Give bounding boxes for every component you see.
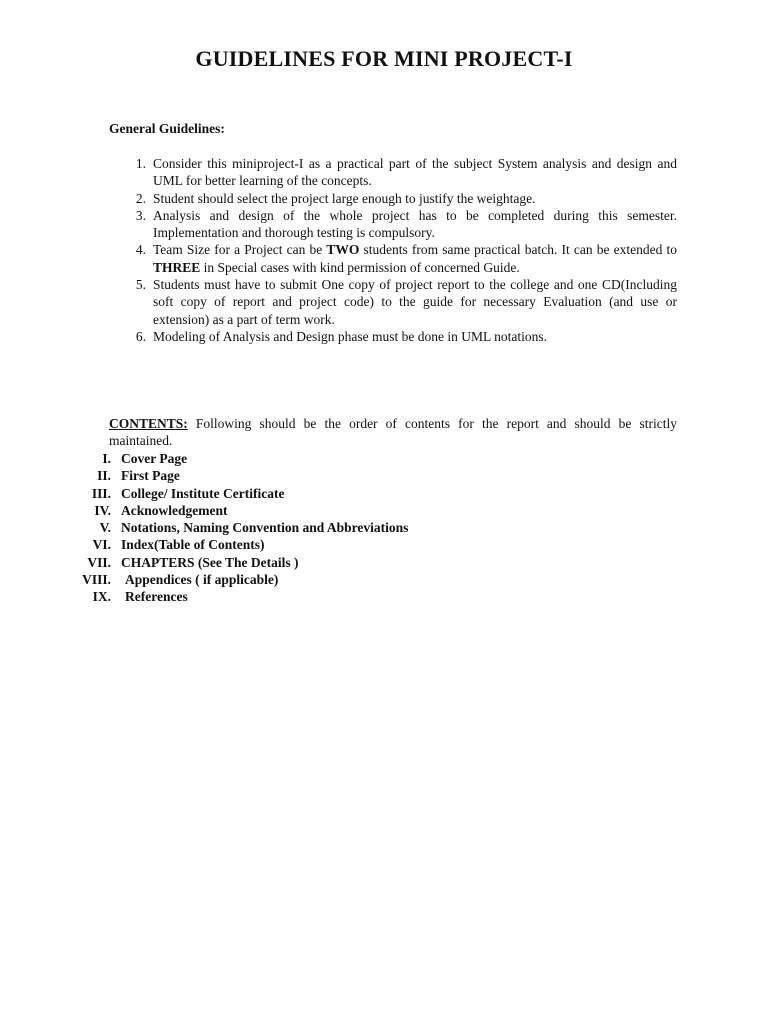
contents-item-text: Index(Table of Contents) [121,537,265,553]
contents-roman-numeral: VIII. [82,572,111,588]
contents-label: CONTENTS: [109,416,188,431]
guidelines-list [109,155,677,345]
contents-item-text: References [125,589,188,605]
guideline-text-segment: Student should select the project large enough to justify the weightage. [153,190,536,206]
guideline-text [153,276,677,328]
guideline-emphasis: THREE [153,259,201,275]
contents-roman-numeral: VI. [92,537,111,553]
guideline-number: 6. [135,328,146,344]
contents-intro-text: Following should be the order of contents for the report and should be strictly maintained. [109,416,677,449]
contents-item-text: College/ Institute Certificate [121,485,285,501]
contents-list [60,450,408,606]
guideline-number: 1. [135,156,146,171]
page-title: GUIDELINES FOR MINI PROJECT-I [195,46,573,71]
guideline-text-segment: Modeling of Analysis and Design phase must be done in UML notations. [153,328,547,344]
contents-roman-numeral: IX. [92,589,111,605]
contents-item [60,467,408,484]
guideline-item [109,276,677,328]
guideline-number: 2. [135,190,146,206]
guideline-number: 4. [135,242,146,258]
contents-item [60,571,408,588]
guideline-number: 5. [135,277,146,293]
guideline-item [109,328,677,345]
contents-roman-numeral: VII. [87,554,111,570]
guideline-text-segment: Consider this miniproject-I as a practical part of the subject System analysis and design and UML for better learning of the concepts. [153,156,677,189]
contents-roman-numeral: II. [97,468,111,484]
contents-item [60,450,408,467]
contents-intro [109,415,677,450]
contents-item [60,536,408,553]
guideline-text [153,155,677,190]
contents-item [60,485,408,502]
contents-item [60,588,408,605]
contents-item-text: Acknowledgement [121,502,228,518]
contents-roman-numeral: I. [102,451,111,466]
guideline-item [109,155,677,190]
guideline-text [153,190,677,207]
contents-roman-numeral: V. [99,520,111,536]
general-guidelines-heading: General Guidelines: [109,121,225,136]
guideline-text [153,207,677,242]
guideline-text-segment: Team Size for a Project can be [153,242,327,258]
guideline-text-segment: Analysis and design of the whole project has to be completed during this semester. Implementation and thorough testing is compulsory. [153,207,677,241]
contents-item-text: Appendices ( if applicable) [125,572,279,588]
guideline-text-segment: Students must have to submit One copy of project report to the college and one CD(Including soft copy of report and project code) to the guide for necessary Evaluation (and use or extension) as a part of term work. [153,277,677,327]
guideline-text [153,328,677,345]
contents-roman-numeral: III. [91,485,111,501]
guideline-item [109,241,677,276]
guideline-text-segment: students from same practical batch. It can be extended to [359,242,677,258]
guideline-emphasis: TWO [326,242,360,258]
contents-roman-numeral: IV. [94,502,111,518]
contents-item-text: CHAPTERS (See The Details ) [121,554,299,570]
guideline-item [109,207,677,242]
guideline-text-segment: in Special cases with kind permission of concerned Guide. [200,259,520,275]
guideline-number: 3. [135,207,146,223]
guideline-text [153,241,677,276]
contents-item [60,519,408,536]
contents-item-text: Cover Page [121,451,188,466]
contents-item-text: First Page [121,468,180,484]
contents-item [60,554,408,571]
contents-item [60,502,408,519]
contents-item-text: Notations, Naming Convention and Abbreviations [121,520,409,536]
guideline-item [109,190,677,207]
